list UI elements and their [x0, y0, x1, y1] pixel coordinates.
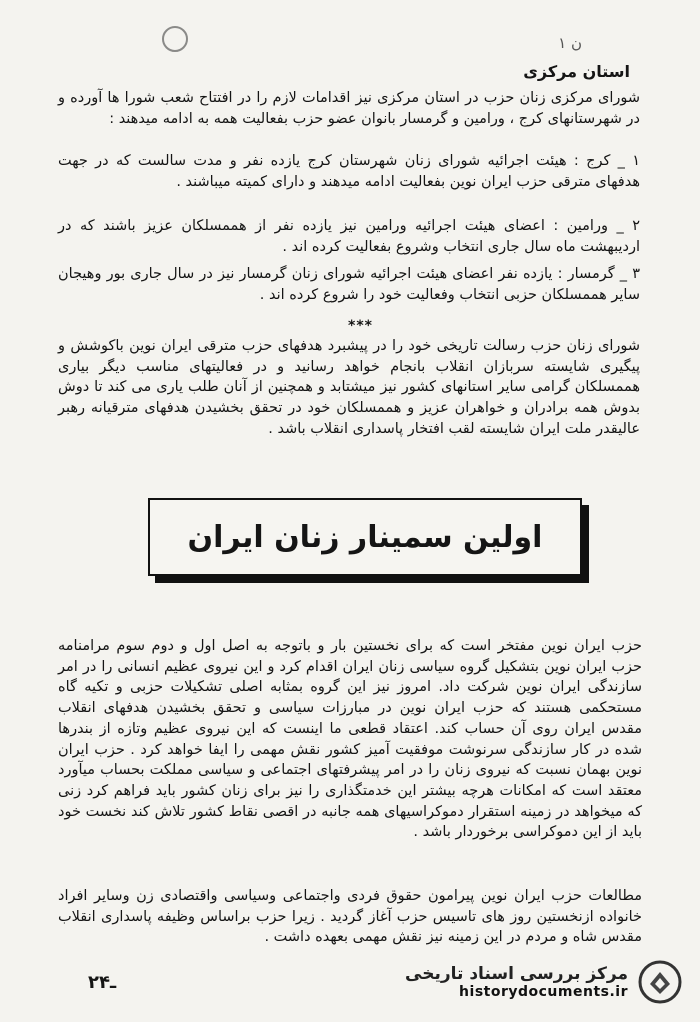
- top-marks: ن ۱: [558, 34, 582, 52]
- section-separator: ***: [348, 318, 373, 334]
- ink-circle-mark: [162, 26, 188, 52]
- intro-paragraph: شورای مرکزی زنان حزب در استان مرکزی نیز اقدامات لازم را در افتتاح شعب شورا ها آورده و در شهرستانهای کرج ، ورامین و گرمسار بانوان عضو حزب بفعالیت همه به ادامه میدهند :: [58, 90, 640, 127]
- item-varamin: ۲ _ ورامین : اعضای هیئت اجرائیه ورامین نیز یازده نفر از هممسلکان عزیز باشند که در اردیبهشت ماه سال جاری انتخاب وشروع بفعالیت کرده اند .: [58, 218, 640, 255]
- section-title: استان مرکزی: [523, 62, 630, 81]
- seminar-paragraph-2: مطالعات حزب ایران نوین پیرامون حقوق فردی واجتماعی وسیاسی واقتصادی زن وسایر افراد خانواده ازنخستین روز های تاسیس حزب آغاز گردید . زیرا حزب براساس وظیفه پاسداری انقلاب مقدس شاه و مردم در این زمینه نیز نقش مهمی بعهده داشت .: [58, 888, 642, 946]
- page-number: ۲۴ـ: [88, 972, 117, 993]
- seminar-title: اولین سمینار زنان ایران: [187, 519, 543, 555]
- watermark-url: historydocuments.ir: [459, 984, 628, 1000]
- seminar-title-box: [148, 498, 582, 576]
- closing-paragraph: شورای زنان حزب رسالت تاریخی خود را در پیشبرد هدفهای حزب مترقی ایران نوین باکوشش و پیگیری شایسته سربازان انقلاب بانجام خواهد رسانید و در فعالیتهای مناسب دیگر بیاری هممسلکان گرامی سایر استانهای کشور نیز میشتابد و همچنین از آنان طلب یاری می کند تا دوش بدوش همه برادران و خواهران عزیز و هممسلکان خود در تحقق بخشیدن هدفهای مترقیانه رهبر عالیقدر ملت ایران شایسته لقب افتخار پاسداری انقلاب باشد .: [58, 338, 640, 437]
- archive-logo-icon: [638, 960, 682, 1004]
- watermark-title: مرکز بررسی اسناد تاریخی: [405, 964, 628, 984]
- item-karaj: ۱ _ کرج : هیئت اجرائیه شورای زنان شهرستان کرج یازده نفر و مدت سالست که در جهت هدفهای مترقی حزب ایران نوین بفعالیت ادامه میدهند و دارای کمیته میباشند .: [58, 153, 640, 190]
- item-garmsar: ۳ _ گرمسار : یازده نفر اعضای هیئت اجرائیه شورای زنان گرمسار نیز در سال جاری بور وهیجان سایر هممسلکان حزبی انتخاب وفعالیت خود را شروع کرده اند .: [58, 266, 640, 303]
- watermark: [392, 954, 682, 1010]
- seminar-paragraph-1: حزب ایران نوین مفتخر است که برای نخستین بار و باتوجه به اصل اول و دوم سوم مرامنامه حزب ایران نوین بتشکیل گروه سیاسی زنان ایران اقدام کرد و این نیروی عظیم انسانی را در امر سازندگی ایران نوین شرکت داد. امروز نیز این گروه بمثابه اصلی تشکیلات حزبی و تکیه گاه مستحکمی هستند که حزب ایران نوین در مبارزات سیاسی و تحقق بخشیدن هدفهای انقلاب مقدس ایران روی آن حساب کند. اعتقاد قطعی ما اینست که این نیروی عظیم وتازه از بندرها شده در کار سازندگی سرنوشت موفقیت آمیز کشور نقش مهمی را ایفا خواهد کرد . حزب ایران نوین بهمان نسبت که نیروی زنان را در امر پیشرفتهای اجتماعی و سیاسی مملکت بحساب میآورد معتقد است که امکانات هرچه بیشتر این خدمتگذاری را نیز برای زنان کشور باید فراهم کرد زنی که میخواهد در زمینه استقرار دموکراسیهای همه جانبه در اقصی نقاط کشور تلاش کند نخست خود باید از این دموکراسی برخوردار باشد .: [58, 638, 642, 841]
